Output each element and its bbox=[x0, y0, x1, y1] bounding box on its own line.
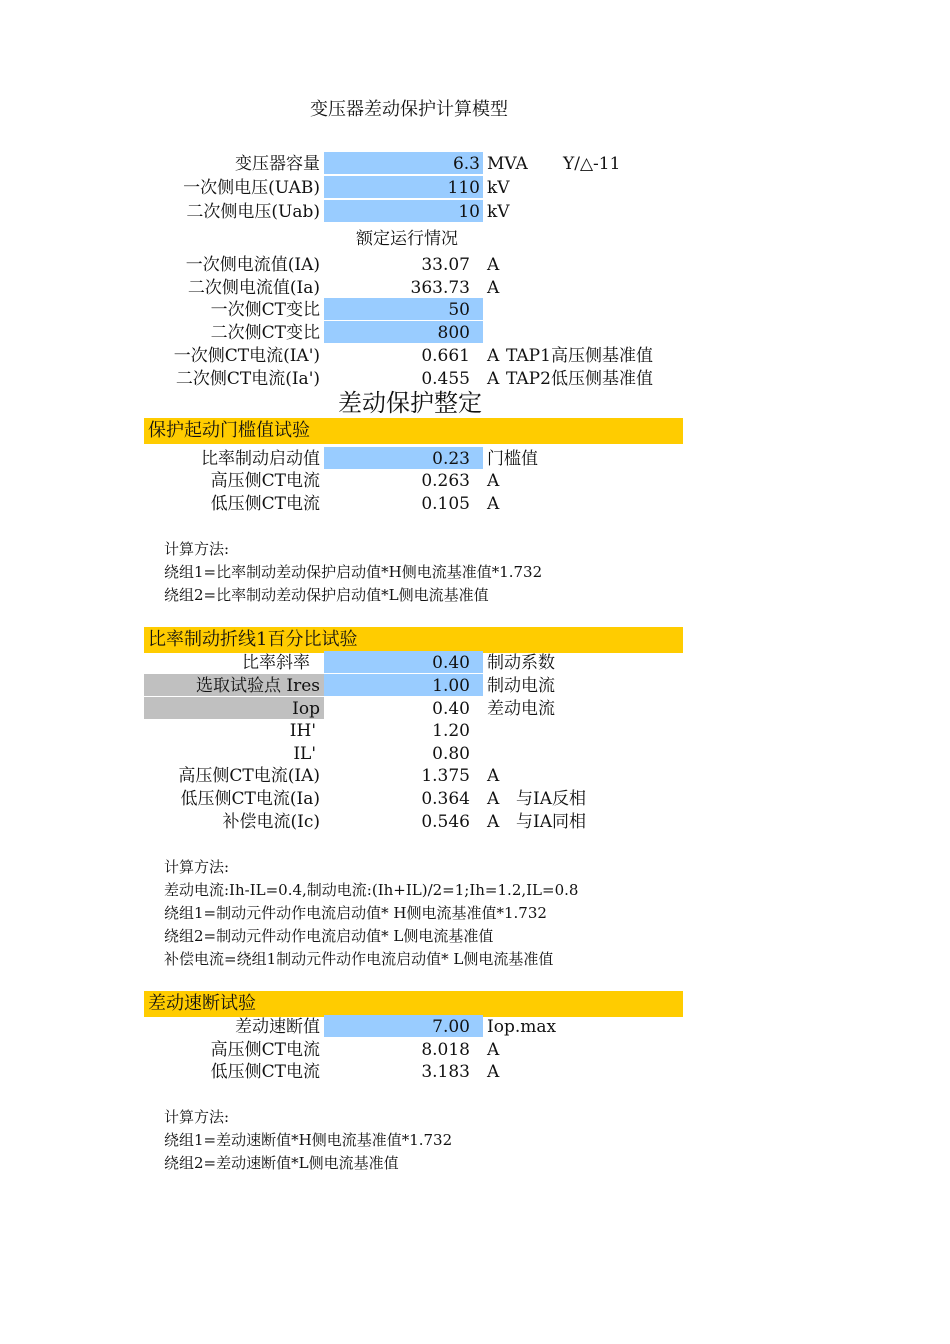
sec2-row-value: 0.546 bbox=[421, 812, 470, 832]
rated-unit: A bbox=[487, 278, 500, 298]
sec1-row-value: 0.23 bbox=[432, 449, 470, 469]
rated-unit: A bbox=[487, 369, 500, 389]
sec2-row-value: 0.40 bbox=[432, 699, 470, 719]
sec3-note: 绕组2=差动速断值*L侧电流基准值 bbox=[164, 1154, 399, 1172]
sec2-note: 补偿电流=绕组1制动元件动作电流启动值* L侧电流基准值 bbox=[164, 950, 554, 968]
sec1-row-unit: A bbox=[487, 494, 500, 514]
sec2-row-unit: 差动电流 bbox=[487, 699, 555, 719]
rated-label: 二次侧CT电流(Ia') bbox=[175, 369, 320, 389]
section-header-label: 保护起动门槛值试验 bbox=[148, 420, 310, 441]
primary-voltage-value: 110 bbox=[447, 178, 480, 198]
rated-note: TAP1高压侧基准值 bbox=[506, 346, 653, 366]
primary-voltage-unit: kV bbox=[487, 178, 510, 198]
rated-title: 额定运行情况 bbox=[356, 229, 458, 249]
sec3-row-value: 7.00 bbox=[432, 1017, 470, 1037]
sec2-row-label: Iop bbox=[292, 699, 320, 719]
connection-type: Y/△-11 bbox=[563, 154, 621, 174]
section-header-label: 比率制动折线1百分比试验 bbox=[148, 629, 358, 650]
rated-unit: A bbox=[487, 346, 500, 366]
sec1-row-value: 0.105 bbox=[421, 494, 470, 514]
sec2-note: 差动电流:Ih-IL=0.4,制动电流:(Ih+IL)/2=1;Ih=1.2,IL=0.8 bbox=[164, 881, 579, 899]
rated-value: 800 bbox=[437, 323, 470, 343]
rated-label: 二次侧电流值(Ia) bbox=[187, 278, 320, 298]
sec1-row-label: 低压侧CT电流 bbox=[210, 494, 320, 514]
capacity-unit: MVA bbox=[487, 154, 528, 174]
sec2-row-unit: A bbox=[487, 789, 500, 809]
rated-value: 33.07 bbox=[421, 255, 470, 275]
main-section-title: 差动保护整定 bbox=[338, 389, 482, 417]
sec2-row-value: 0.364 bbox=[421, 789, 470, 809]
rated-label: 二次侧CT变比 bbox=[210, 323, 320, 343]
sec2-row-label: 补偿电流(Ic) bbox=[222, 812, 320, 832]
sec2-note: 绕组2=制动元件动作电流启动值* L侧电流基准值 bbox=[164, 927, 494, 945]
capacity-value: 6.3 bbox=[452, 154, 480, 174]
capacity-label: 变压器容量 bbox=[235, 154, 320, 174]
sec2-row-unit: 制动系数 bbox=[487, 653, 555, 673]
sec1-note: 计算方法: bbox=[164, 540, 230, 558]
rated-value: 0.661 bbox=[421, 346, 470, 366]
sec2-row-label: 高压侧CT电流(IA) bbox=[178, 766, 320, 786]
sec1-note: 绕组2=比率制动差动保护启动值*L侧电流基准值 bbox=[164, 586, 489, 604]
sec3-note: 计算方法: bbox=[164, 1108, 230, 1126]
sec1-note: 绕组1=比率制动差动保护启动值*H侧电流基准值*1.732 bbox=[164, 563, 543, 581]
sec2-row-label: 低压侧CT电流(Ia) bbox=[180, 789, 320, 809]
sec3-row-unit: A bbox=[487, 1062, 500, 1082]
sec2-row-note: 与IA反相 bbox=[516, 789, 586, 809]
rated-value: 0.455 bbox=[421, 369, 470, 389]
rated-label: 一次侧电流值(IA) bbox=[185, 255, 320, 275]
sec1-row-unit: A bbox=[487, 471, 500, 491]
sec3-row-label: 差动速断值 bbox=[235, 1017, 320, 1037]
sec2-row-label: IL' bbox=[293, 744, 316, 764]
sec2-row-value: 1.20 bbox=[432, 721, 470, 741]
sec2-row-unit: A bbox=[487, 766, 500, 786]
sec1-row-label: 高压侧CT电流 bbox=[210, 471, 320, 491]
secondary-voltage-value: 10 bbox=[458, 202, 480, 222]
secondary-voltage-unit: kV bbox=[487, 202, 510, 222]
sec2-row-note: 与IA同相 bbox=[516, 812, 586, 832]
primary-voltage-label: 一次侧电压(UAB) bbox=[183, 178, 320, 198]
sec3-row-label: 低压侧CT电流 bbox=[210, 1062, 320, 1082]
sec1-row-value: 0.263 bbox=[421, 471, 470, 491]
sec3-row-value: 8.018 bbox=[421, 1040, 470, 1060]
sec3-row-unit: A bbox=[487, 1040, 500, 1060]
sec2-row-value: 0.40 bbox=[432, 653, 470, 673]
sec2-row-label: IH' bbox=[289, 721, 316, 741]
sec3-row-value: 3.183 bbox=[421, 1062, 470, 1082]
sec3-row-label: 高压侧CT电流 bbox=[210, 1040, 320, 1060]
section-header-label: 差动速断试验 bbox=[148, 993, 256, 1014]
rated-unit: A bbox=[487, 255, 500, 275]
sec2-row-unit: A bbox=[487, 812, 500, 832]
sec2-note: 计算方法: bbox=[164, 858, 230, 876]
rated-label: 一次侧CT变比 bbox=[210, 300, 320, 320]
secondary-voltage-label: 二次侧电压(Uab) bbox=[186, 202, 320, 222]
sec2-row-value: 1.375 bbox=[421, 766, 470, 786]
sec3-note: 绕组1=差动速断值*H侧电流基准值*1.732 bbox=[164, 1131, 453, 1149]
rated-value: 363.73 bbox=[410, 278, 470, 298]
rated-label: 一次侧CT电流(IA') bbox=[173, 346, 320, 366]
sec2-row-label: 比率斜率 bbox=[242, 653, 310, 673]
section-header-instant-trip bbox=[144, 991, 683, 1017]
sec2-note: 绕组1=制动元件动作电流启动值* H侧电流基准值*1.732 bbox=[164, 904, 547, 922]
sec2-row-value: 0.80 bbox=[432, 744, 470, 764]
rated-value: 50 bbox=[448, 300, 470, 320]
sec3-row-unit: Iop.max bbox=[487, 1017, 557, 1037]
rated-note: TAP2低压侧基准值 bbox=[506, 369, 653, 389]
sec2-row-label: 选取试验点 Ires bbox=[195, 676, 320, 696]
sec1-row-label: 比率制动启动值 bbox=[201, 449, 320, 469]
section-header-ratio-slope bbox=[144, 627, 683, 653]
sec1-row-unit: 门槛值 bbox=[487, 449, 538, 469]
sec2-row-value: 1.00 bbox=[432, 676, 470, 696]
sec2-row-unit: 制动电流 bbox=[487, 676, 555, 696]
sheet-title: 变压器差动保护计算模型 bbox=[310, 99, 508, 120]
section-header-threshold bbox=[144, 418, 683, 444]
